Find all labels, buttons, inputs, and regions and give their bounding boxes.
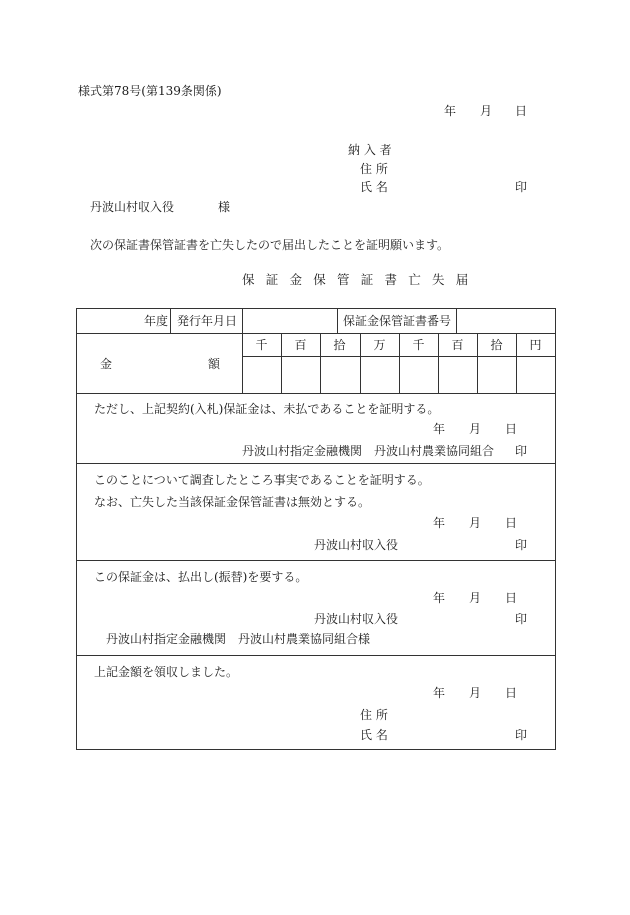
table-rule	[76, 393, 556, 394]
digit-ten-man: 拾	[333, 338, 346, 352]
form-title: 保証金保管証書亡失届	[242, 272, 480, 287]
section3-signer: 丹波山村収入役	[314, 612, 399, 626]
section2-text1: このことについて調査したところ事実であることを証明する。	[94, 473, 430, 487]
section2-signer: 丹波山村収入役	[314, 538, 399, 552]
table-rule	[76, 463, 556, 464]
section4-address-label: 住 所	[360, 708, 388, 722]
intro-text: 次の保証書保管証書を亡失したので届出したことを証明願います。	[90, 238, 450, 252]
date-day: 日	[505, 686, 518, 700]
table-rule	[76, 560, 556, 561]
date-day: 日	[515, 104, 528, 118]
date-year: 年	[433, 516, 446, 530]
section4-seal: 印	[515, 728, 528, 742]
applicant-address-label: 住 所	[360, 162, 388, 176]
addressee-honorific: 様	[218, 200, 231, 214]
addressee-name: 丹波山村収入役	[90, 200, 175, 214]
date-year: 年	[444, 104, 457, 118]
section4-name-label: 氏 名	[360, 728, 388, 742]
digit-hundred: 百	[451, 338, 464, 352]
section2-seal: 印	[515, 538, 528, 552]
digit-ten: 拾	[490, 338, 503, 352]
section3-seal: 印	[515, 612, 528, 626]
date-day: 日	[505, 516, 518, 530]
date-month: 月	[480, 104, 493, 118]
digit-yen: 円	[529, 338, 542, 352]
digit-thousand-man: 千	[255, 338, 268, 352]
date-year: 年	[433, 686, 446, 700]
date-month: 月	[469, 516, 482, 530]
section1-signer: 丹波山村指定金融機関 丹波山村農業協同組合	[242, 444, 495, 458]
table-rule	[76, 655, 556, 656]
date-month: 月	[469, 422, 482, 436]
digit-thousand: 千	[412, 338, 425, 352]
cert-number-label: 保証金保管証書番号	[343, 314, 452, 328]
digit-man: 万	[373, 338, 386, 352]
section3-text: この保証金は、払出し(振替)を要する。	[94, 570, 308, 584]
date-month: 月	[469, 686, 482, 700]
table-rule	[170, 308, 171, 333]
date-day: 日	[505, 591, 518, 605]
issue-date-label: 発行年月日	[177, 314, 238, 328]
amount-label-right: 額	[208, 357, 221, 371]
table-rule	[456, 308, 457, 333]
section2-text2: なお、亡失した当該保証金保管証書は無効とする。	[94, 495, 371, 509]
applicant-name-label: 氏 名	[360, 180, 388, 194]
section4-text: 上記金額を領収しました。	[94, 665, 239, 679]
table-rule	[337, 308, 338, 333]
digit-hundred-man: 百	[294, 338, 307, 352]
form-table	[76, 308, 556, 750]
date-year: 年	[433, 591, 446, 605]
section3-addressee: 丹波山村指定金融機関 丹波山村農業協同組合様	[106, 632, 371, 646]
date-year: 年	[433, 422, 446, 436]
year-label: 年度	[144, 314, 169, 328]
date-day: 日	[505, 422, 518, 436]
amount-label-left: 金	[100, 357, 113, 371]
applicant-role-label: 納 入 者	[348, 143, 392, 157]
applicant-seal: 印	[515, 180, 528, 194]
section1-seal: 印	[515, 444, 528, 458]
date-month: 月	[469, 591, 482, 605]
section1-text: ただし、上記契約(入札)保証金は、未払であることを証明する。	[94, 402, 440, 416]
table-rule	[76, 333, 556, 334]
form-number: 様式第78号(第139条関係)	[78, 84, 222, 98]
